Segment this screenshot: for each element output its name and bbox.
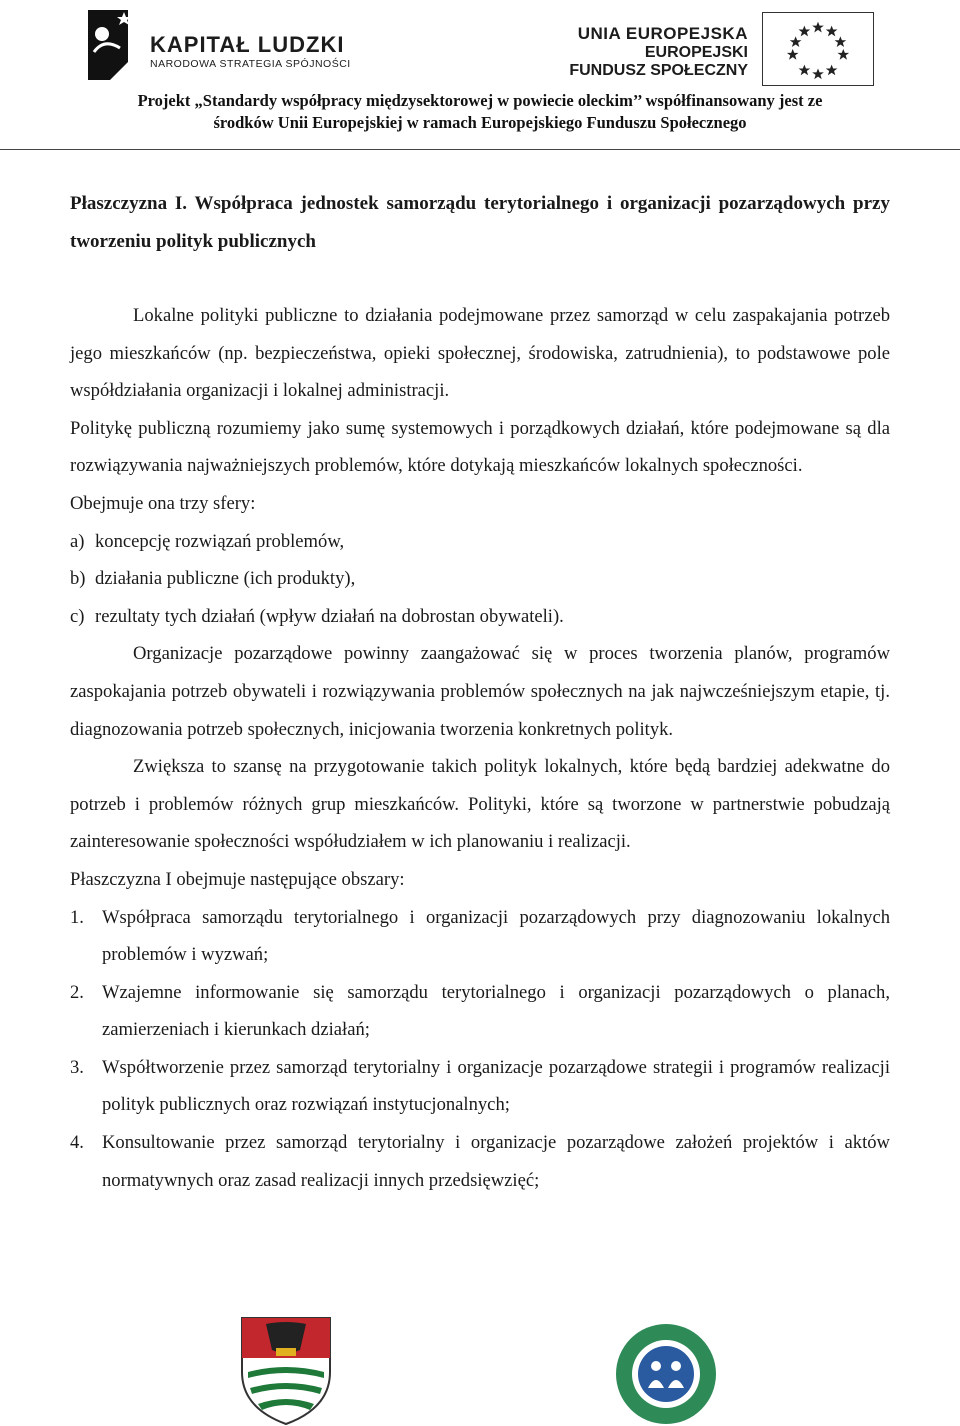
- header-divider: [0, 149, 960, 150]
- list-item: [70, 1049, 890, 1124]
- list-marker: c): [70, 605, 85, 627]
- spheres-list: [70, 523, 890, 636]
- page-header: [0, 0, 960, 152]
- project-statement: [40, 90, 920, 134]
- project-line2: środków Unii Europejskiej w ramach Europejskiego Funduszu Społecznego: [213, 113, 747, 132]
- kapital-ludzki-subtitle: NARODOWA STRATEGIA SPÓJNOŚCI: [150, 58, 351, 70]
- list-item: [70, 523, 890, 561]
- project-line1: Projekt „Standardy współpracy międzysektorowej w powiecie oleckim’’ współfinansowany jest ze: [137, 91, 823, 110]
- spheres-intro: Obejmuje ona trzy sfery:: [70, 492, 256, 514]
- list-item: [70, 560, 890, 598]
- list-item-text: rezultaty tych działań (wpływ działań na dobrostan obywateli).: [95, 605, 564, 627]
- spacer: [70, 260, 890, 297]
- list-marker: 1.: [70, 906, 84, 928]
- paragraph-partnership: Zwiększa to szansę na przygotowanie takich polityk lokalnych, które będą bardziej adekwatne do potrzeb i problemów różnych grup mieszkańców. Polityki, które są tworzone w partnerstwie pobudzają zainteresowanie społeczności współudziałem w ich planowaniu i realizacji.: [70, 756, 890, 853]
- eu-flag-icon: [762, 12, 874, 86]
- list-marker: a): [70, 530, 85, 552]
- list-item-text: działania publiczne (ich produkty),: [95, 568, 356, 590]
- list-item-text: Współtworzenie przez samorząd terytorialny i organizacje pozarządowe strategii i programów realizacji polityk publicznych oraz rozwiązań instytucjonalnych;: [102, 1056, 890, 1116]
- paragraph-ngo-engagement: Organizacje pozarządowe powinny zaangażować się w proces tworzenia planów, programów zaspokajania potrzeb obywateli i rozwiązywania problemów społecznych na jak najwcześniejszym etapie, tj. diagnozowania potrzeb społecznych, inicjowania tworzenia konkretnych polityk.: [70, 643, 890, 740]
- list-marker: 3.: [70, 1056, 84, 1078]
- eu-line3: FUNDUSZ SPOŁECZNY: [569, 62, 748, 79]
- paragraph-local-policies: Lokalne polityki publiczne to działania podejmowane przez samorząd w celu zaspakajania potrzeb jego mieszkańców (np. bezpieczeństwa, opieki społecznej, środowiska, zatrudnienia), to podstawowe pole współdziałania organizacji i lokalnej administracji.: [70, 305, 890, 402]
- list-item: [70, 1124, 890, 1199]
- list-marker: b): [70, 568, 86, 590]
- list-item-text: Konsultowanie przez samorząd terytorialny i organizacje pozarządowe założeń projektów i aktów normatywnych oraz zasad realizacji innych przedsięwzięć;: [102, 1132, 890, 1191]
- list-item-text: koncepcję rozwiązań problemów,: [95, 530, 345, 552]
- eu-line2: EUROPEJSKI: [644, 44, 748, 61]
- list-marker: 2.: [70, 981, 84, 1003]
- section-heading: Płaszczyzna I. Współpraca jednostek samorządu terytorialnego i organizacji pozarządowych przy tworzeniu polityk publicznych: [70, 193, 890, 252]
- eu-line1: UNIA EUROPEJSKA: [577, 24, 748, 43]
- kapital-ludzki-title: KAPITAŁ LUDZKI: [150, 32, 345, 57]
- community-circle-logo-icon: [614, 1322, 718, 1426]
- paragraph-public-policy: Politykę publiczną rozumiemy jako sumę systemowych i porządkowych działań, które podejmowane są dla rozwiązywania najważniejszych problemów, które dotykają mieszkańców lokalnych społeczności.: [70, 417, 890, 477]
- areas-list: [70, 899, 890, 1200]
- list-item: [70, 974, 890, 1049]
- areas-intro: Płaszczyzna I obejmuje następujące obszary:: [70, 868, 405, 890]
- document-body: [70, 185, 890, 1199]
- coat-of-arms-icon: [236, 1312, 336, 1426]
- list-item: [70, 899, 890, 974]
- list-marker: 4.: [70, 1132, 84, 1154]
- list-item: [70, 598, 890, 636]
- list-item-text: Wzajemne informowanie się samorządu terytorialnego i organizacji pozarządowych o planach, zamierzeniach i kierunkach działań;: [102, 981, 890, 1041]
- list-item-text: Współpraca samorządu terytorialnego i organizacji pozarządowych przy diagnozowaniu lokalnych problemów i wyzwań;: [102, 906, 890, 966]
- eu-logo-text: [569, 24, 748, 80]
